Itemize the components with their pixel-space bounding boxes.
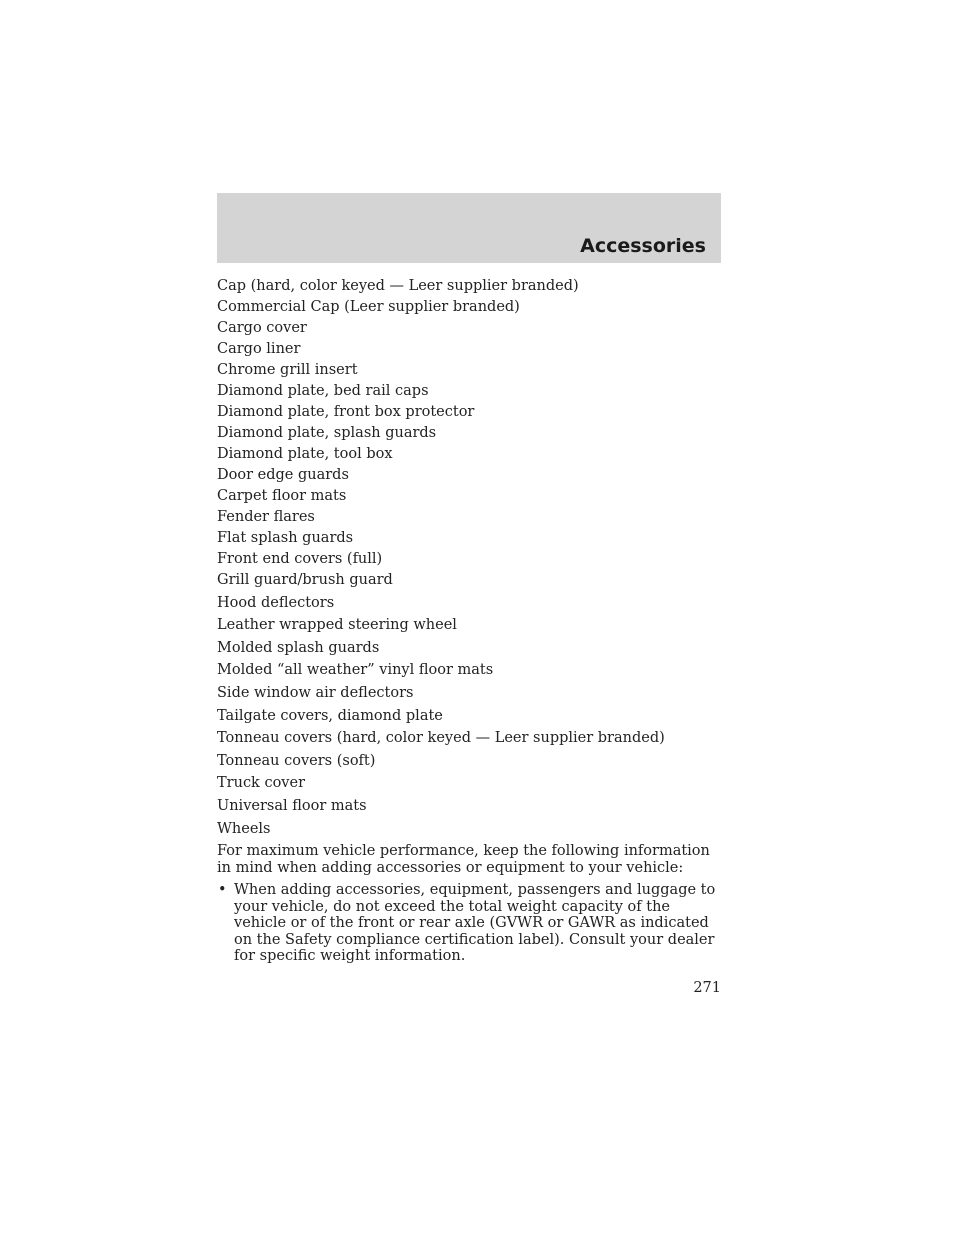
list-item: Commercial Cap (Leer supplier branded) — [217, 299, 520, 315]
list-item: Universal floor mats — [217, 797, 367, 814]
list-item: Tailgate covers, diamond plate — [217, 707, 443, 724]
list-item: Cargo liner — [217, 341, 301, 357]
bullet-list — [217, 882, 721, 965]
list-item: Flat splash guards — [217, 530, 354, 546]
list-item: Fender flares — [217, 509, 315, 525]
list-item: Diamond plate, front box protector — [217, 404, 475, 420]
page-content — [217, 276, 721, 965]
list-item: Tonneau covers (soft) — [217, 752, 376, 769]
list-item: Chrome grill insert — [217, 362, 358, 378]
list-item: Truck cover — [217, 775, 306, 792]
page-number: 271 — [693, 980, 721, 996]
accessory-list — [217, 276, 721, 841]
list-item: Cap (hard, color keyed — Leer supplier branded) — [217, 278, 579, 294]
list-item: Side window air deflectors — [217, 684, 414, 701]
list-item: Molded splash guards — [217, 639, 380, 656]
list-item: Grill guard/brush guard — [217, 572, 393, 588]
list-item: Carpet floor mats — [217, 488, 347, 504]
list-item: Leather wrapped steering wheel — [217, 617, 457, 634]
list-item: Diamond plate, splash guards — [217, 425, 437, 441]
list-item: Hood deflectors — [217, 594, 335, 611]
bullet-marker: • — [218, 882, 227, 899]
bullet-text: When adding accessories, equipment, passengers and luggage to your vehicle, do not exceed the total weight capacity of the vehicle or of the front or rear axle (GVWR or GAWR as indicated on the Safety compliance certification label). Consult your dealer for specific weight information. — [234, 882, 716, 965]
list-item: Tonneau covers (hard, color keyed — Leer supplier branded) — [217, 730, 665, 747]
list-item: Front end covers (full) — [217, 551, 383, 567]
list-item: Door edge guards — [217, 467, 349, 483]
list-item: Diamond plate, tool box — [217, 446, 393, 462]
list-item: Wheels — [217, 820, 271, 837]
section-header-bar — [217, 193, 721, 263]
intro-paragraph: For maximum vehicle performance, keep the following information in mind when adding accessories or equipment to your vehicle: — [217, 843, 710, 876]
list-item: Cargo cover — [217, 320, 307, 336]
section-title: Accessories — [580, 235, 706, 257]
list-item: Diamond plate, bed rail caps — [217, 383, 429, 399]
bullet-item — [217, 882, 721, 965]
list-item: Molded “all weather” vinyl floor mats — [217, 662, 494, 679]
